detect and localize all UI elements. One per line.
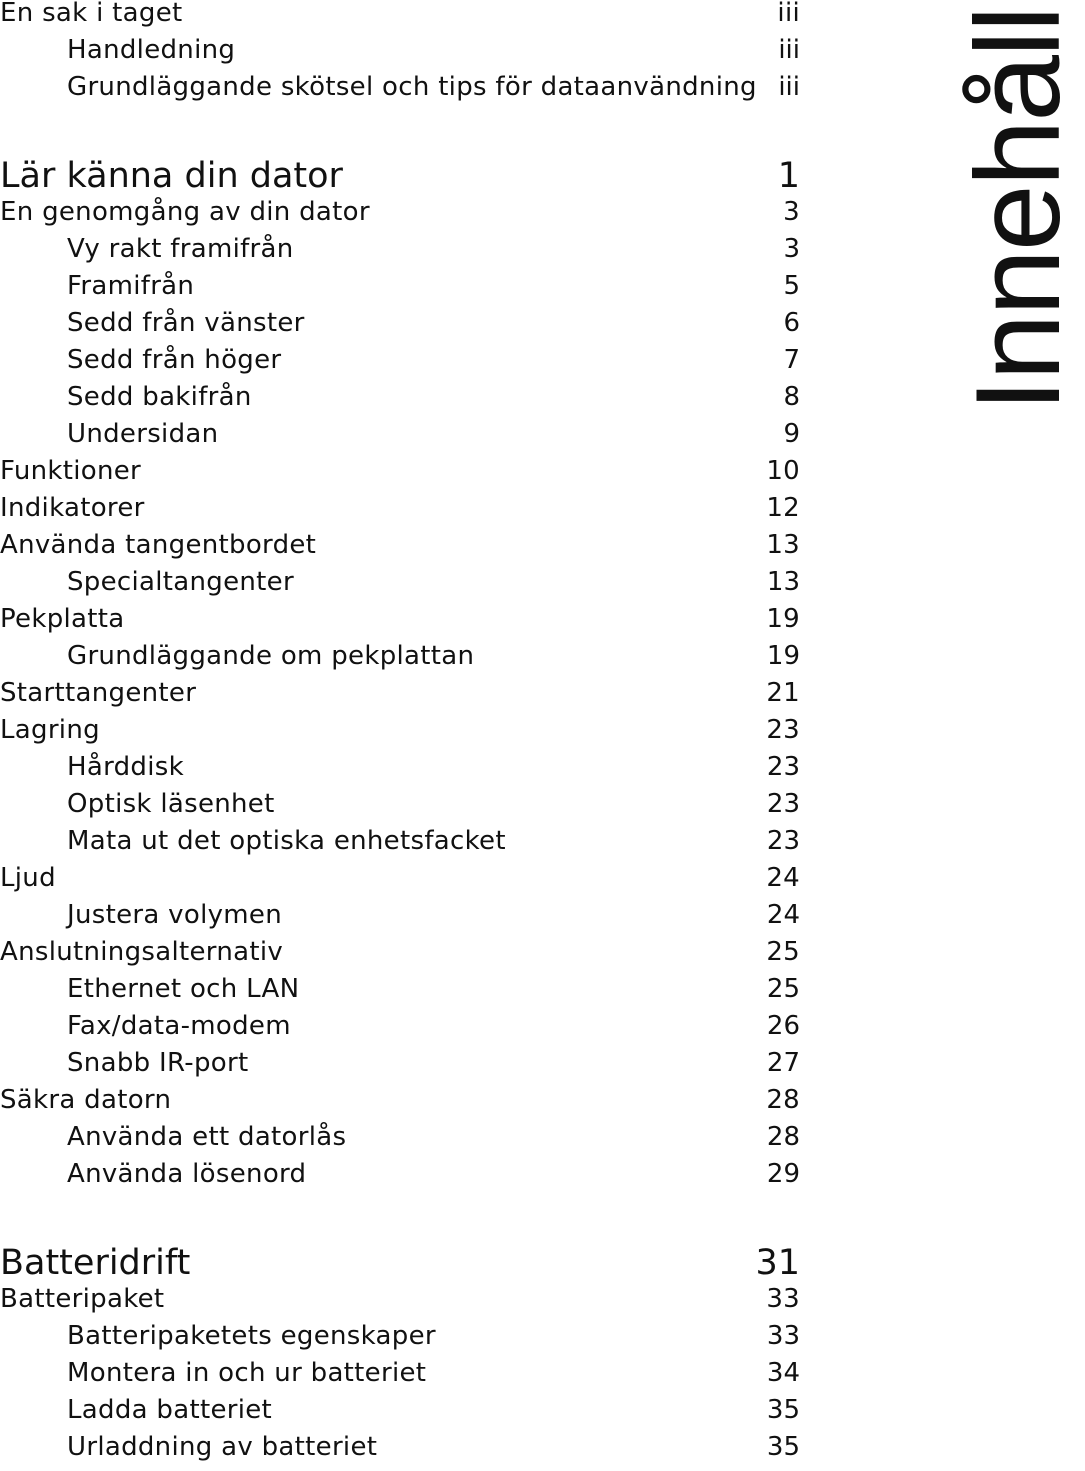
toc-page-number: 12 [766, 493, 800, 523]
toc-subentry [0, 37, 800, 74]
toc-subentry [0, 347, 800, 384]
toc-subentry [0, 1360, 800, 1397]
toc-page-number: 9 [783, 419, 800, 449]
toc-subentry [0, 421, 800, 458]
toc-subentry [0, 1161, 800, 1198]
toc-title: Starttangenter [0, 678, 197, 708]
toc-page-number: 8 [783, 382, 800, 412]
toc-title: Undersidan [67, 419, 219, 449]
toc-page-number: 34 [766, 1358, 800, 1388]
toc-page-number: 24 [766, 900, 800, 930]
toc-subentry [0, 754, 800, 791]
toc-subentry [0, 1397, 800, 1434]
toc-page-number: 33 [766, 1321, 800, 1351]
toc-subentry [0, 643, 800, 680]
toc-entry [0, 495, 800, 532]
toc-title: Funktioner [0, 456, 142, 486]
toc-entry [0, 939, 800, 976]
toc-page-number: 23 [766, 789, 800, 819]
toc-title: Ljud [0, 863, 56, 893]
toc-title: Batteripaketets egenskaper [67, 1321, 436, 1351]
toc-title: Sedd bakifrån [67, 382, 252, 412]
toc-subentry [0, 791, 800, 828]
side-title: Innehåll [951, 7, 1085, 412]
toc-title: Handledning [67, 35, 236, 65]
toc-title: Ladda batteriet [67, 1395, 273, 1425]
toc-subentry [0, 273, 800, 310]
toc-subentry [0, 1013, 800, 1050]
toc-entry [0, 717, 800, 754]
toc-entry [0, 458, 800, 495]
toc-page-number: iii [778, 35, 800, 65]
toc-title: Snabb IR-port [67, 1048, 249, 1078]
toc-title: Sedd från höger [67, 345, 282, 375]
toc-page-number: 23 [766, 752, 800, 782]
toc-page-number: 25 [766, 974, 800, 1004]
toc-title: Justera volymen [67, 900, 282, 930]
toc-entry [0, 532, 800, 569]
toc-title: Indikatorer [0, 493, 145, 523]
toc-subentry [0, 74, 800, 111]
toc-page-number: 13 [766, 567, 800, 597]
toc-subentry [0, 976, 800, 1013]
toc-subentry [0, 902, 800, 939]
toc-title: Ethernet och LAN [67, 974, 300, 1004]
toc-page-number: 25 [766, 937, 800, 967]
toc-page-number: 28 [766, 1085, 800, 1115]
toc-title: Använda ett datorlås [67, 1122, 347, 1152]
toc-subentry [0, 569, 800, 606]
toc-title: Optisk läsenhet [67, 789, 275, 819]
toc-chapter [0, 1243, 800, 1283]
toc-page-number: 3 [783, 234, 800, 264]
toc-title: Säkra datorn [0, 1085, 172, 1115]
toc-page-number: 23 [766, 826, 800, 856]
toc-page-number: 35 [766, 1432, 800, 1462]
toc-subentry [0, 1124, 800, 1161]
toc-page-number: 19 [766, 604, 800, 634]
toc-title: Lär känna din dator [0, 156, 343, 196]
toc-entry [0, 606, 800, 643]
toc-page-number: 19 [766, 641, 800, 671]
toc-subentry [0, 1434, 800, 1471]
toc-entry [0, 865, 800, 902]
toc-title: Fax/data-modem [67, 1011, 291, 1041]
toc-title: Urladdning av batteriet [67, 1432, 378, 1462]
toc-page-number: 28 [766, 1122, 800, 1152]
toc-entry [0, 680, 800, 717]
toc-page-number: 31 [755, 1243, 800, 1283]
toc-title: Använda lösenord [67, 1159, 307, 1189]
toc-page-number: 10 [766, 456, 800, 486]
toc-page-number: 24 [766, 863, 800, 893]
toc-subentry [0, 1323, 800, 1360]
toc-entry [0, 1087, 800, 1124]
toc-subentry [0, 1050, 800, 1087]
toc-entry [0, 1286, 800, 1323]
toc-page-number: 29 [766, 1159, 800, 1189]
toc-page-number: 35 [766, 1395, 800, 1425]
toc-page-number: 27 [766, 1048, 800, 1078]
toc-title: Sedd från vänster [67, 308, 305, 338]
toc-page-number: 6 [783, 308, 800, 338]
toc-page-number: iii [778, 72, 800, 102]
toc-page-number: 13 [766, 530, 800, 560]
toc-page-number: 7 [783, 345, 800, 375]
toc-title: Hårddisk [67, 752, 184, 782]
toc-subentry [0, 384, 800, 421]
toc-page-number: 21 [766, 678, 800, 708]
toc-page-number: 1 [777, 156, 800, 196]
toc-subentry [0, 310, 800, 347]
toc-subentry [0, 828, 800, 865]
toc-title: Montera in och ur batteriet [67, 1358, 427, 1388]
toc-title: En genomgång av din dator [0, 197, 370, 227]
toc-title: Pekplatta [0, 604, 125, 634]
toc-title: Använda tangentbordet [0, 530, 317, 560]
toc-entry [0, 199, 800, 236]
toc-subentry [0, 236, 800, 273]
toc-title: Framifrån [67, 271, 195, 301]
toc-title: En sak i taget [0, 0, 183, 28]
toc-title: Lagring [0, 715, 100, 745]
toc-chapter [0, 156, 800, 196]
toc-page-number: 23 [766, 715, 800, 745]
toc-title: Batteripaket [0, 1284, 165, 1314]
toc-title: Specialtangenter [67, 567, 294, 597]
toc-page-number: 5 [783, 271, 800, 301]
toc-title: Vy rakt framifrån [67, 234, 294, 264]
toc-title: Grundläggande skötsel och tips för dataanvändning [67, 72, 757, 102]
toc-title: Anslutningsalternativ [0, 937, 284, 967]
toc-entry [0, 0, 800, 37]
toc-title: Batteridrift [0, 1243, 191, 1283]
toc-title: Mata ut det optiska enhetsfacket [67, 826, 506, 856]
toc-page-number: 26 [766, 1011, 800, 1041]
toc-title: Grundläggande om pekplattan [67, 641, 475, 671]
toc-page-number: 33 [766, 1284, 800, 1314]
toc-page-number: iii [777, 0, 800, 28]
toc-page-number: 3 [783, 197, 800, 227]
